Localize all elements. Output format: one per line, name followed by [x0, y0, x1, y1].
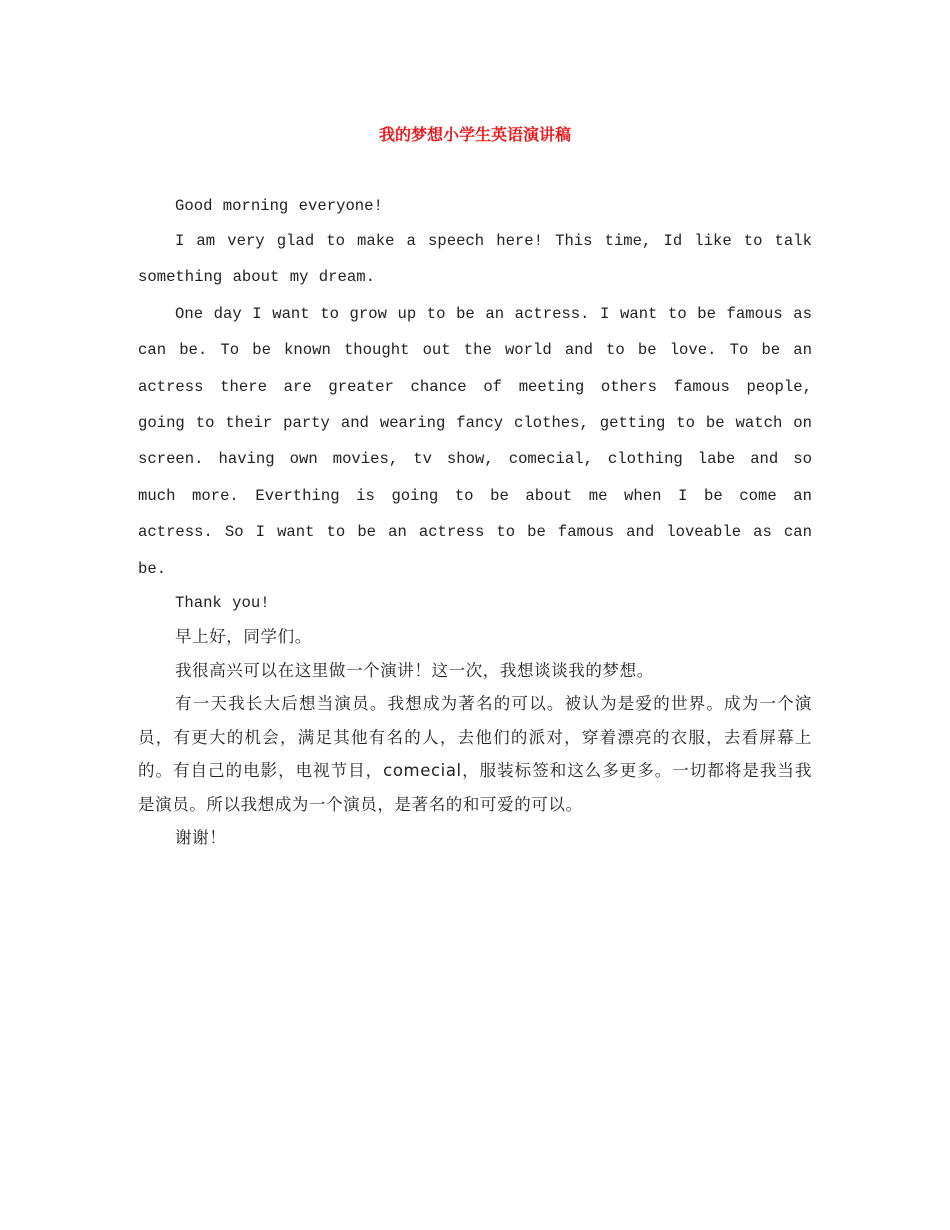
paragraph-cn-thanks: 谢谢！: [175, 828, 227, 848]
paragraph-dream: One day I want to grow up to be an actress. I want to be famous as can be. To be known thought out the world and to be love. To be an actress there are greater chance of meeting others famous people, going to their party and wearing fancy clothes, getting to be watch on screen. having own movies, tv show, comecial, clothing labe and so much more. Everthing is going to be about me when I be come an actress. So I want to be an actress to be famous and loveable as can be.: [138, 304, 812, 578]
paragraph-cn-intro: 我很高兴可以在这里做一个演讲！这一次，我想谈谈我的梦想。: [175, 660, 654, 680]
document-title: 我的梦想小学生英语演讲稿: [378, 125, 571, 144]
paragraph-cn-dream: 有一天我长大后想当演员。我想成为著名的可以。被认为是爱的世界。成为一个演员，有更大的机会，满足其他有名的人，去他们的派对，穿着漂亮的衣服，去看屏幕上的。有自己的电影，电视节目，comecial，服装标签和这么多更多。一切都将是我当我是演员。所以我想成为一个演员，是著名的和可爱的可以。: [138, 694, 812, 814]
paragraph-intro: I am very glad to make a speech here! This time, Id like to talk something about my dream.: [138, 232, 812, 287]
paragraph-thanks: Thank you!: [175, 594, 270, 613]
paragraph-cn-greeting: 早上好，同学们。: [175, 627, 312, 647]
document-body: [138, 190, 812, 855]
paragraph-greeting: Good morning everyone!: [175, 197, 383, 215]
